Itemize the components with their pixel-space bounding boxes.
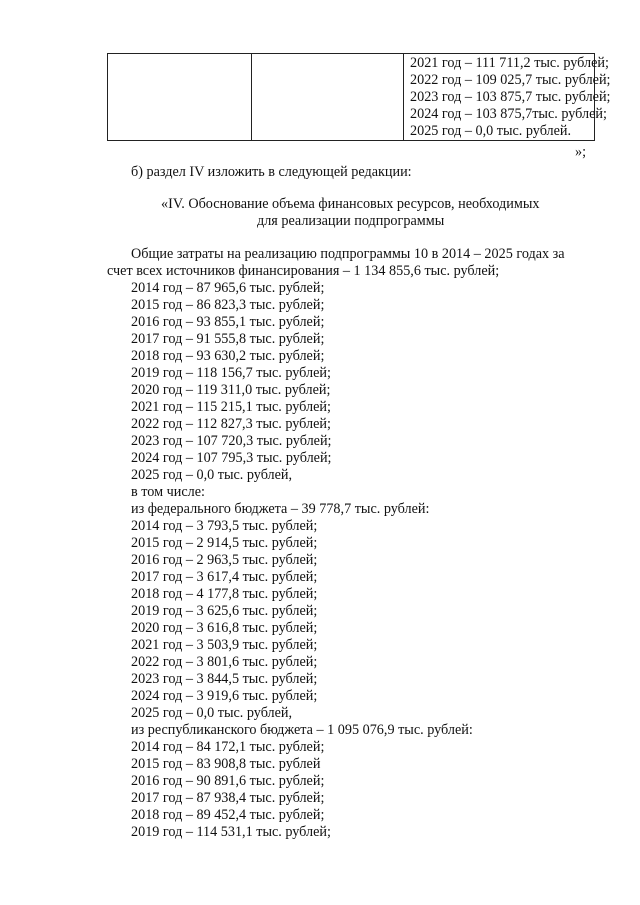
list-item: 2017 год – 91 555,8 тыс. рублей; bbox=[131, 331, 325, 347]
table-cell-yearly-amounts bbox=[404, 54, 611, 140]
table-cell-empty-2 bbox=[252, 54, 404, 140]
list-item: 2020 год – 119 311,0 тыс. рублей; bbox=[131, 382, 331, 398]
intro-paragraph-line-2: счет всех источников финансирования – 1 134 855,6 тыс. рублей; bbox=[107, 263, 500, 279]
list-item: 2025 год – 0,0 тыс. рублей, bbox=[131, 705, 293, 721]
section-heading-line-1: «IV. Обоснование объема финансовых ресурсов, необходимых bbox=[161, 196, 540, 212]
section-heading-line-2: для реализации подпрограммы bbox=[257, 213, 445, 229]
list-item: 2019 год – 3 625,6 тыс. рублей; bbox=[131, 603, 318, 619]
table-line: 2021 год – 111 711,2 тыс. рублей; bbox=[410, 55, 609, 71]
list-item: 2015 год – 86 823,3 тыс. рублей; bbox=[131, 297, 325, 313]
list-item: 2015 год – 2 914,5 тыс. рублей; bbox=[131, 535, 318, 551]
table-line: 2022 год – 109 025,7 тыс. рублей; bbox=[410, 72, 611, 88]
list-item: 2022 год – 3 801,6 тыс. рублей; bbox=[131, 654, 318, 670]
list-item: 2016 год – 2 963,5 тыс. рублей; bbox=[131, 552, 318, 568]
list-item: 2021 год – 115 215,1 тыс. рублей; bbox=[131, 399, 331, 415]
list-item: 2024 год – 3 919,6 тыс. рублей; bbox=[131, 688, 318, 704]
funding-lines-list bbox=[131, 280, 473, 841]
list-item: 2014 год – 84 172,1 тыс. рублей; bbox=[131, 739, 325, 755]
closing-quote: »; bbox=[575, 144, 587, 160]
list-item: 2023 год – 3 844,5 тыс. рублей; bbox=[131, 671, 318, 687]
list-item: 2022 год – 112 827,3 тыс. рублей; bbox=[131, 416, 331, 432]
list-item: 2018 год – 93 630,2 тыс. рублей; bbox=[131, 348, 325, 364]
list-item: 2019 год – 114 531,1 тыс. рублей; bbox=[131, 824, 331, 840]
list-item: из федерального бюджета – 39 778,7 тыс. рублей: bbox=[131, 501, 430, 517]
section-b-instruction: б) раздел IV изложить в следующей редакции: bbox=[131, 164, 412, 180]
list-item: 2016 год – 93 855,1 тыс. рублей; bbox=[131, 314, 325, 330]
list-item: в том числе: bbox=[131, 484, 205, 500]
intro-paragraph-line-1: Общие затраты на реализацию подпрограммы 10 в 2014 – 2025 годах за bbox=[131, 246, 565, 262]
list-item: 2018 год – 89 452,4 тыс. рублей; bbox=[131, 807, 325, 823]
list-item: 2021 год – 3 503,9 тыс. рублей; bbox=[131, 637, 318, 653]
list-item: 2025 год – 0,0 тыс. рублей, bbox=[131, 467, 293, 483]
table-line: 2023 год – 103 875,7 тыс. рублей; bbox=[410, 89, 611, 105]
list-item: 2016 год – 90 891,6 тыс. рублей; bbox=[131, 773, 325, 789]
list-item: 2014 год – 87 965,6 тыс. рублей; bbox=[131, 280, 325, 296]
table-line: 2024 год – 103 875,7тыс. рублей; bbox=[410, 106, 607, 122]
list-item: 2023 год – 107 720,3 тыс. рублей; bbox=[131, 433, 332, 449]
table-cell-empty-1 bbox=[108, 54, 252, 140]
list-item: 2015 год – 83 908,8 тыс. рублей bbox=[131, 756, 321, 772]
list-item: 2024 год – 107 795,3 тыс. рублей; bbox=[131, 450, 332, 466]
list-item: 2018 год – 4 177,8 тыс. рублей; bbox=[131, 586, 318, 602]
table-line: 2025 год – 0,0 тыс. рублей. bbox=[410, 123, 572, 139]
list-item: 2017 год – 87 938,4 тыс. рублей; bbox=[131, 790, 325, 806]
list-item: 2019 год – 118 156,7 тыс. рублей; bbox=[131, 365, 331, 381]
list-item: из республиканского бюджета – 1 095 076,9 тыс. рублей: bbox=[131, 722, 473, 738]
funding-table-fragment bbox=[107, 53, 611, 141]
list-item: 2017 год – 3 617,4 тыс. рублей; bbox=[131, 569, 318, 585]
list-item: 2014 год – 3 793,5 тыс. рублей; bbox=[131, 518, 318, 534]
list-item: 2020 год – 3 616,8 тыс. рублей; bbox=[131, 620, 318, 636]
